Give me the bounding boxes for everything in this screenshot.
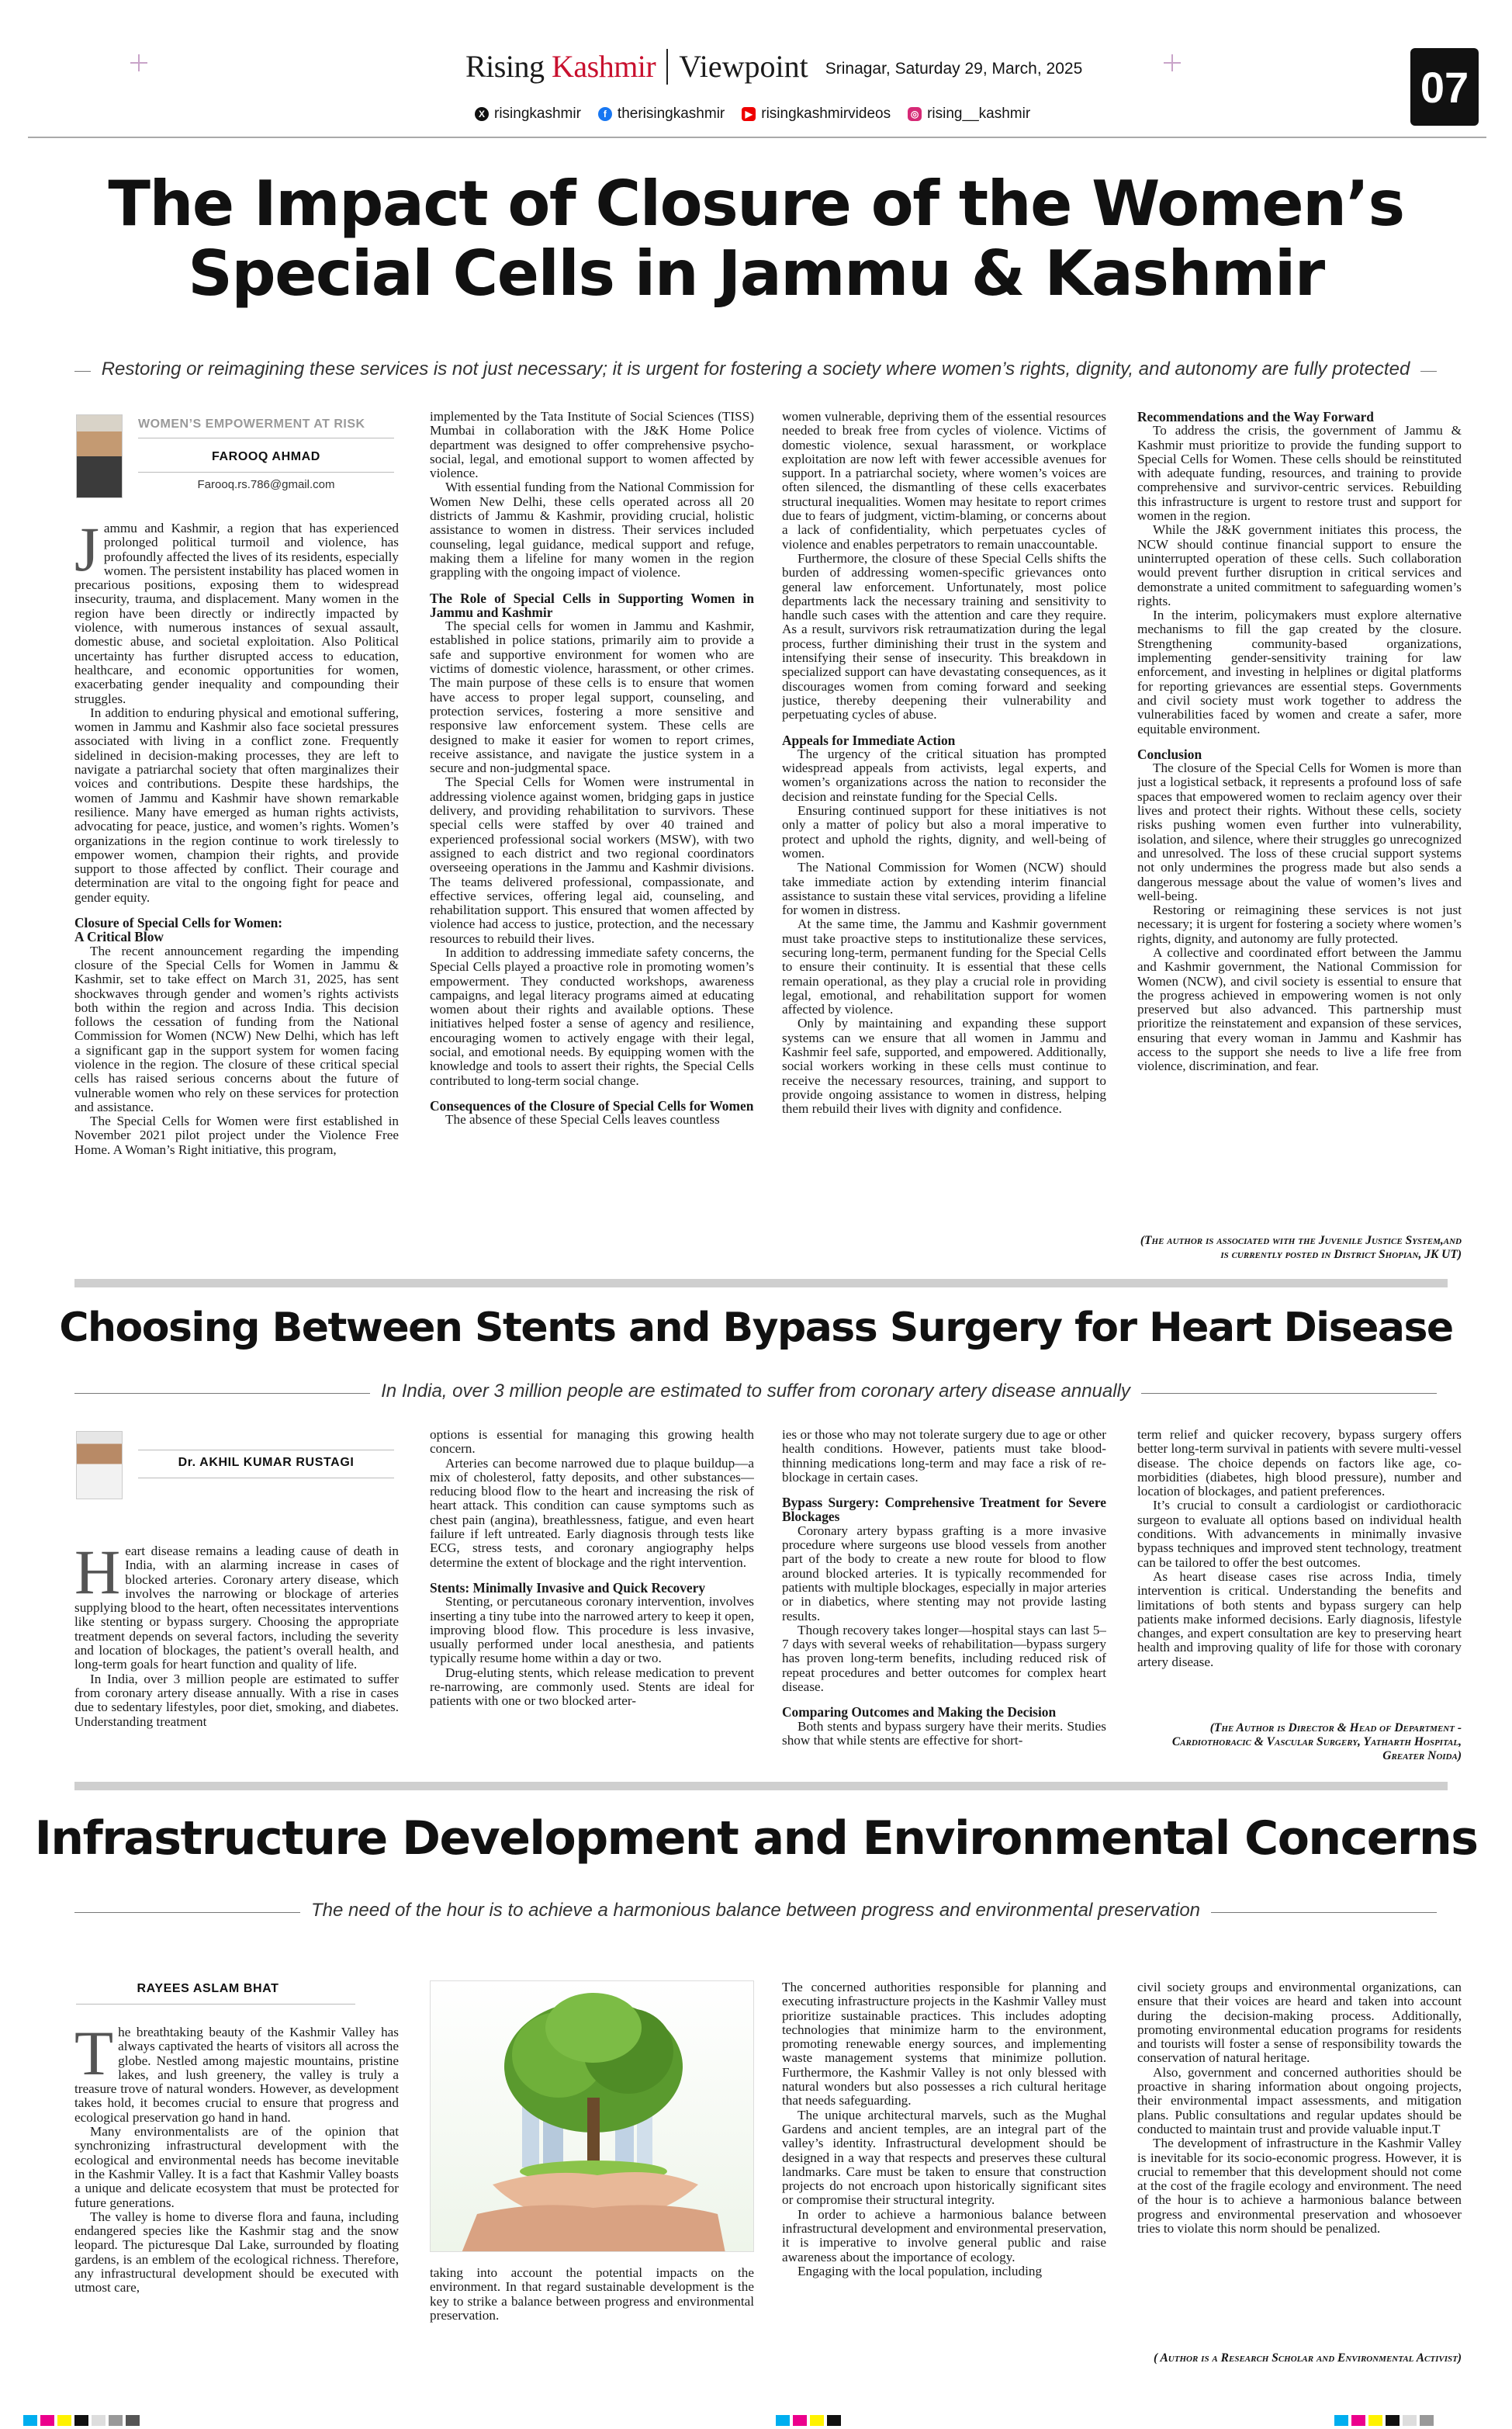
- article1-strap: Restoring or reimagining these services is not just necessary; it is urgent for fostering a society where women’s rights, dignity, and autonomy are fully protected: [91, 359, 1421, 379]
- article3-column-1: The breathtaking beauty of the Kashmir Valley has always captivated the hearts of visitors all across the globe. Nestled among majestic mountains, pristine lakes, and lush greenery, the valley is truly a treasure trove of natural wonders. However, as development takes hold, it becomes crucial to ensure that progress and ecological preservation go hand in hand. Many environmentalists are of the opinion that synchronizing infrastructural development with the ecological and environmental needs has become inevitable in the Kashmir Valley. It is a fact that Kashmir Valley boasts a unique and delicate ecosystem that must be protected for future generations. The valley is home to diverse flora and fauna, including endangered species like the Kashmir stag and the snow leopard. The picturesque Dal Lake, surrounded by floating gardens, is an emblem of the ecological richness. Therefore, any infrastructural development should be executed with utmost care,: [74, 2025, 399, 2296]
- color-registration-strip: [0, 2398, 1512, 2429]
- article3-column-2: taking into account the potential impacts on the environment. In that regard sustainable development is the key to strike a balance between progress and environmental preservation.: [430, 2266, 754, 2323]
- article2-author: Dr. AKHIL KUMAR RUSTAGI: [178, 1456, 355, 1469]
- article1-kicker: WOMEN’S EMPOWERMENT AT RISK: [138, 418, 365, 431]
- print-color-bar: [0, 2398, 1512, 2429]
- article3-byline-box: [76, 1980, 398, 2011]
- article2-column-4: term relief and quicker recovery, bypass surgery offers better long-term survival in patients with severe multi-vessel disease. The choice depends on factors like age, co-morbidities (diabetes, high blood pressure), number and location of blockages, and patient preferences. It’s crucial to consult a cardiologist or cardiothoracic surgeon to evaluate all options based on individual health conditions. With advancements in minimally invasive bypass techniques and improved stent technology, treatment can be tailored to offer the best outcomes. As heart disease cases rise across India, timely intervention is critical. Understanding the benefits and limitations of both stents and bypass surgery can help patients make informed decisions. Early diagnosis, lifestyle changes, and expert consultation are key to preserving heart health and improving quality of life for those with coronary artery disease.: [1137, 1428, 1462, 1669]
- article2-dropcap: H: [74, 1544, 121, 1607]
- article2-headline: Choosing Between Stents and Bypass Surgery for Heart Disease: [59, 1305, 1453, 1351]
- article2-byline-box: [76, 1428, 398, 1506]
- article1-dropcap: J: [74, 521, 99, 584]
- article2-column-1: Heart disease remains a leading cause of death in India, with an alarming increase in cases of blocked arteries. Coronary artery disease, which involves the narrowing or blockage of arteries supplying blood to the heart, often necessitates interventions like stenting or bypass surgery. Choosing the appropriate treatment depends on several factors, including the severity and location of blockages, the patient’s overall health, and long-term goals for heart function and quality of life. In India, over 3 million people are estimated to suffer from coronary artery disease annually. With a rise in cases due to sedentary lifestyles, poor diet, smoking, and diabetes. Understanding treatment: [74, 1544, 399, 1729]
- section-separator-1: [74, 1279, 1448, 1287]
- dateline: Srinagar, Saturday 29, March, 2025: [825, 59, 1083, 78]
- x-icon: X: [475, 107, 489, 121]
- social-instagram[interactable]: ◎ rising__kashmir: [908, 106, 1030, 123]
- social-handles: [475, 106, 1030, 123]
- article3-illustration: [430, 1980, 754, 2252]
- article1-column-4: Recommendations and the Way Forward To address the crisis, the government of Jammu & Kashmir must prioritize to provide the funding support to Special Cells for Women. These cells should be reinstituted with adequate funding, resources, and training to provide comprehensive and survivor-centric services. Rebuilding this infrastructure is urgent to restore trust and support for women in the region. While the J&K government initiates this process, the NCW should continue financial support to ensure the uninterrupted operation of these cells. Such collaboration would prevent further disruption in critical services and demonstrate a united commitment to safeguarding women’s rights. In the interim, policymakers must explore alternative mechanisms to fill the gap created by the closure. Strengthening community-based organizations, implementing gender-sensitivity training for law enforcement, and investing in helplines or digital platforms for reporting grievances are essential steps. Governments and civil society must work together to address the vulnerabilities faced by women and create a safer, more equitable environment. Conclusion The closure of the Special Cells for Women is more than just a logistical setback, it represents a profound loss of safe spaces that empowered women to reclaim agency over their lives and protect their rights. Without these cells, society risks pushing women even further into vulnerability, isolation, and silence, where their struggles go unrecognized and unresolved. The loss of these crucial support systems not only undermines the progress made but also sends a dangerous message about the value of women’s lives and well-being. Restoring or reimagining these services is not just necessary; it is urgent for fostering a society where women’s rights, dignity, and autonomy are fully protected. A collective and coordinated effort between the Jammu and Kashmir government, the National Commission for Women (NCW), and civil society is essential to ensure that the progress achieved in empowering women is not only preserved but also advanced. This partnership must prioritize the reinstatement and expansion of these services, ensuring that every woman in Jammu and Kashmir has access to the support she needs to live a life free from violence, discrimination, and fear.: [1137, 410, 1462, 1074]
- brand-logo: Rising Kashmir: [465, 49, 656, 84]
- article1-column-1: Jammu and Kashmir, a region that has experienced prolonged political turmoil and violence, has profoundly affected the lives of its residents, especially women. The persistent instability has placed women in precarious positions, exposing them to widespread insecurity, trauma, and displacement. Many women in the region have been directly or indirectly impacted by violence, with numerous instances of sexual assault, domestic abuse, and societal exploitation. Also Political uncertainty has further disrupted access to education, healthcare, and economic opportunities for women, exacerbating gender inequality and compounding their struggles. In addition to enduring physical and emotional suffering, women in Jammu and Kashmir also face societal pressures associated with living in a conflict zone. Frequently sidelined in decision-making processes, they are left to navigate a patriarchal society that often marginalizes their voices and contributions. Despite these hardships, the women of Jammu and Kashmir have shown remarkable resilience. Many have emerged as human rights activists, advocating for peace, justice, and women’s rights. Women’s organizations in the region continue to work tirelessly to empower women, champion their rights, and provide support to those affected by conflict. Their courage and determination are vital to the ongoing fight for peace and gender equity. Closure of Special Cells for Women: A Critical Blow The recent announcement regarding the impending closure of the Special Cells for Women in Jammu & Kashmir, set to take effect on March 31, 2025, has sent shockwaves through gender and women’s rights activists both within the region and across India. This decision follows the cessation of funding from the National Commission for Women (NCW) New Delhi, which has left a significant gap in the support system for women facing violence in the region. The closure of these critical special cells has raised serious concerns about the future of vulnerable women who rely on these services for protection and assistance. The Special Cells for Women were first established in November 2021 pilot project under the Violence Free Home. A Woman’s Right initiative, this program,: [74, 521, 399, 1157]
- article3-dropcap: T: [74, 2025, 114, 2088]
- masthead-divider: [666, 49, 668, 85]
- article2-column-3: ies or those who may not tolerate surgery due to age or other health conditions. However, patients must take blood-thinning medications long-term and may face a risk of re-blockage in certain cases. Bypass Surgery: Comprehensive Treatment for Severe Blockages Coronary artery bypass grafting is a more invasive procedure where surgeons use blood vessels from another part of the body to create a new route for blood to flow around blocked arteries. It is typically recommended for patients with multiple blockages, especially in major arteries or in diabetics, where stenting may not provide lasting results. Though recovery takes longer—hospital stays can last 5–7 days with several weeks of rehabilitation—bypass surgery has proven long-term benefits, including reduced risk of repeat procedures and better outcomes for complex heart disease. Comparing Outcomes and Making the Decision Both stents and bypass surgery have their merits. Studies show that while stents are effective for short-: [782, 1428, 1106, 1748]
- registration-mark-left: [130, 54, 147, 71]
- social-facebook[interactable]: f therisingkashmir: [598, 106, 725, 123]
- tree-in-hand-illustration: [431, 1981, 754, 2252]
- social-youtube[interactable]: ▶ risingkashmirvideos: [742, 106, 891, 123]
- facebook-icon: f: [598, 107, 612, 121]
- article1-byline-box: [76, 410, 398, 503]
- article3-headline: Infrastructure Development and Environmental Concerns: [34, 1811, 1478, 1866]
- article1-credit: (The author is associated with the Juvenile Justice System,and is currently posted in District Shopian, JK UT): [1140, 1234, 1462, 1261]
- masthead: [465, 48, 1082, 85]
- section-separator-2: [74, 1782, 1448, 1790]
- article3-credit: ( Author is a Research Scholar and Environmental Activist): [1153, 2351, 1462, 2365]
- article1-author: FAROOQ AHMAD: [212, 450, 320, 463]
- author-photo: [76, 414, 123, 498]
- page-number: 07: [1410, 48, 1479, 126]
- registration-mark-right: [1164, 54, 1181, 71]
- article3-author: RAYEES ASLAM BHAT: [137, 1982, 279, 1995]
- instagram-icon: ◎: [908, 107, 922, 121]
- top-rule: [28, 137, 1486, 138]
- author-photo: [76, 1431, 123, 1499]
- social-x[interactable]: X risingkashmir: [475, 106, 581, 123]
- article1-column-2: implemented by the Tata Institute of Social Sciences (TISS) Mumbai in collaboration with the J&K Home Police department was designed to offer comprehensive psycho-social, legal, and emotional support to women affected by violence. With essential funding from the National Commission for Women New Delhi, these cells operated across all 20 districts of Jammu & Kashmir, providing crucial, holistic assistance to women in distress. Their services included counseling, legal guidance, medical support and refuge, making them a lifeline for many women in the region grappling with the ongoing impact of violence. The Role of Special Cells in Supporting Women in Jammu and Kashmir The special cells for women in Jammu and Kashmir, established in police stations, primarily aim to provide a safe and supportive environment for women who are victims of domestic violence, harassment, or other crimes. The main purpose of these cells is to ensure that women have access to proper legal support, counseling, and protection services, fostering a more sensitive and responsive law enforcement system. These cells are designed to make it easier for women to report crimes, receive assistance, and navigate the justice system in a secure and non-judgmental space. The Special Cells for Women were instrumental in addressing violence against women, bridging gaps in justice delivery, and providing rehabilitation to survivors. These special cells were staffed by over 40 trained and experienced professional social workers (MSW), with two assigned to each district and two regional coordinators overseeing operations in the Jammu and Kashmir divisions. The teams delivered professional, compassionate, and effective services, offering legal aid, counseling, and rehabilitation support. This ensured that women affected by violence had access to justice, protection, and the necessary resources to rebuild their lives. In addition to addressing immediate safety concerns, the Special Cells played a proactive role in promoting women’s empowerment. They conducted workshops, awareness campaigns, and legal literacy programs aimed at educating women about their rights and available options. These initiatives helped foster a sense of agency and resilience, encouraging women to actively engage with their legal, social, and emotional needs. By equipping women with the knowledge and tools to assert their rights, the Special Cells contributed to long-term social change. Consequences of the Closure of Special Cells for Women The absence of these Special Cells leaves countless: [430, 410, 754, 1128]
- article1-email: Farooq.rs.786@gmail.com: [197, 478, 335, 491]
- article3-column-3: The concerned authorities responsible for planning and executing infrastructure projects in the Kashmir Valley must prioritize sustainable practices. This includes adopting technologies that minimize harm to the environment, promoting renewable energy sources, and implementing waste management systems that minimize pollution. Furthermore, the Kashmir Valley is not only blessed with natural wonders but also possesses a rich cultural heritage that needs safeguarding. The unique architectural marvels, such as the Mughal Gardens and ancient temples, are an integral part of the valley’s identity. Infrastructural development should be designed in a way that respects and preserves these cultural landmarks. Care must be taken to ensure that construction projects do not encroach upon historically significant sites or compromise their structural integrity. In order to achieve a harmonious balance between infrastructural development and environmental preservation, it is imperative to involve general public and raise awareness about the importance of ecology. Engaging with the local population, including: [782, 1980, 1106, 2278]
- article2-credit: (The Author is Director & Head of Department - Cardiothoracic & Vascular Surgery, Yatharth Hospital, Greater Noida): [1171, 1721, 1462, 1762]
- article3-strap: The need of the hour is to achieve a harmonious balance between progress and environmental preservation: [300, 1900, 1211, 1921]
- article2-strap: In India, over 3 million people are estimated to suffer from coronary artery disease annually: [370, 1381, 1141, 1402]
- article2-column-2: options is essential for managing this growing health concern. Arteries can become narrowed due to plaque buildup—a mix of cholesterol, fatty deposits, and other substances—reducing blood flow to the heart and increasing the risk of heart attack. This condition can cause symptoms such as chest pain (angina), breathlessness, fatigue, and even heart failure if left untreated. Early diagnosis through tests like ECG, stress tests, and coronary angiography helps determine the extent of blockage and the right intervention. Stents: Minimally Invasive and Quick Recovery Stenting, or percutaneous coronary intervention, involves inserting a tiny tube into the narrowed artery to keep it open, improving blood flow. This procedure is less invasive, usually performed under local anesthesia, and patients typically resume home within a day or two. Drug-eluting stents, which release medication to prevent re-narrowing, are commonly used. Stents are ideal for patients with one or two blocked arter-: [430, 1428, 754, 1709]
- article1-column-3: women vulnerable, depriving them of the essential resources needed to break free from cycles of violence. Victims of domestic violence, sexual harassment, or workplace exploitation are now left with fewer accessible avenues for support. In a patriarchal society, where women’s voices are often silenced, the dismantling of these cells exacerbates structural inequalities. Women may hesitate to report crimes due to fears of judgment, victim-blaming, or concerns about a lack of confidentiality, which perpetuates cycles of violence and enables perpetrators to remain unaccountable. Furthermore, the closure of these Special Cells shifts the burden of addressing women-specific grievances onto general law enforcement. Unfortunately, most police departments lack the necessary training and sensitivity to handle such cases with the attention and care they require. As a result, survivors risk retraumatization during the legal process, further diminishing their trust in the system and intensifying their sense of insecurity. This breakdown in specialized support can have devastating consequences, as it discourages women from coming forward and seeking justice, thereby deepening their vulnerability and perpetuating cycles of abuse. Appeals for Immediate Action The urgency of the critical situation has prompted widespread appeals from activists, legal experts, and women’s organizations across the nation to reconsider the decision and reinstate funding for the Special Cells. Ensuring continued support for these initiatives is not only a matter of policy but also a moral imperative to protect and uphold the rights, dignity, and well-being of women. The National Commission for Women (NCW) should take immediate action by extending interim financial assistance to sustain these vital services, providing a lifeline for women in distress. At the same time, the Jammu and Kashmir government must take proactive steps to institutionalize these services, securing long-term, permanent funding for the Special Cells to ensure their continuity. It is essential that these cells remain operational, as they play a crucial role in providing legal, emotional, and rehabilitation support for women affected by violence. Only by maintaining and expanding these support systems can we ensure that all women in Jammu and Kashmir feel safe, supported, and empowered. Additionally, social workers working in these cells must continue to receive the necessary resources, training, and support to provide ongoing assistance to women in distress, helping them rebuild their lives with dignity and confidence.: [782, 410, 1106, 1117]
- article3-column-4: civil society groups and environmental organizations, can ensure that their voices are heard and taken into account during the decision-making process. Additionally, promoting environmental education programs for residents and tourists will foster a sense of responsibility towards the conservation of natural heritage. Also, government and concerned authorities should be proactive in sharing information about ongoing projects, their environmental impact assessments, and mitigation plans. Public consultations and regular updates should be conducted to maintain trust and provide valuable input.T The development of infrastructure in the Kashmir Valley is inevitable for its socio-economic progress. However, it is crucial to remember that this development should not come at the cost of the fragile ecology and environment. The need of the hour is to achieve a harmonious balance between progress and environmental preservation and whosoever tries to violate this norm should be penalized.: [1137, 1980, 1462, 2237]
- section-name: Viewpoint: [679, 49, 808, 84]
- youtube-icon: ▶: [742, 107, 756, 121]
- article1-headline: The Impact of Closure of the Women’s Special Cells in Jammu & Kashmir: [108, 168, 1404, 310]
